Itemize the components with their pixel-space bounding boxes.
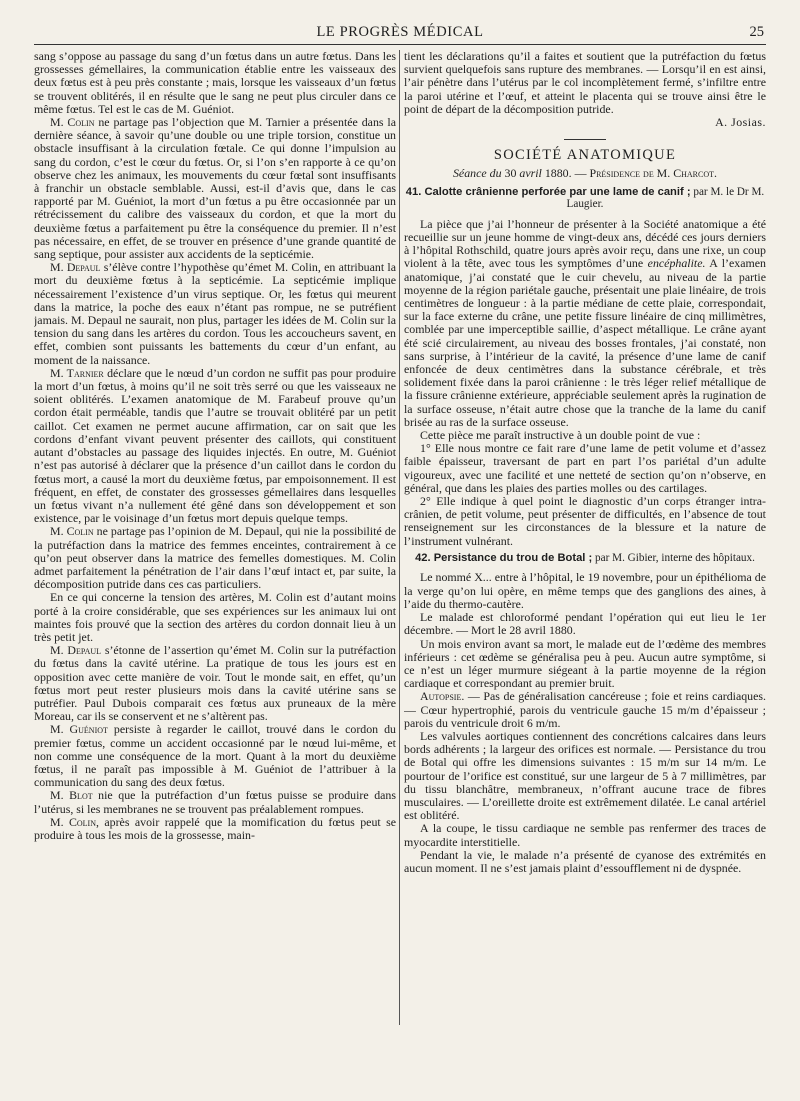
article-title-text: 41. Calotte crânienne perforée par une lame de canif ;: [405, 185, 691, 198]
paragraph: [34, 367, 396, 525]
paragraph: [34, 525, 396, 591]
speaker-name: M. Depaul: [50, 260, 101, 275]
autopsy-label: Autopsie.: [420, 689, 465, 704]
article-title-42: [404, 552, 766, 565]
section-separator: [564, 139, 606, 140]
right-column: [404, 50, 766, 1090]
journal-title: LE PROGRÈS MÉDICAL: [316, 24, 484, 40]
seance-label: Séance du: [452, 166, 502, 181]
speaker-name: M. Tarnier: [50, 365, 104, 380]
paragraph-text: — Pas de généralisation cancéreuse ; foie et reins cardiaques. — Cœur hypertrophié, parois du ventricule gauche 15 m/m d’épaisseur ; parois du ventricule droit 6 m/m.: [404, 689, 766, 730]
speaker-name: M. Colin: [50, 115, 95, 130]
seance-month: avril: [519, 166, 542, 181]
paragraph-text: après avoir rappelé que la momification du fœtus peut se produire à tous les mois de la grossesse, main-: [34, 814, 396, 842]
running-header: [34, 22, 766, 45]
paragraph: Le nommé X... entre à l’hôpital, le 19 novembre, pour un épithélioma de la verge qu’on lui opère, en même temps que des ganglions des aines, à l’aide du thermo-cautère.: [404, 570, 766, 611]
paragraph: 1° Elle nous montre ce fait rare d’une lame de petit volume et d’assez faible épaisseur, traversant de part en part l’os pariétal d’un adulte vigoureux, avec une facilité et une netteté de section qu’on n’observe, en général, que dans les plaies des parties molles ou des cartilages.: [404, 441, 766, 495]
speaker-name: M. Blot: [50, 788, 93, 803]
speaker-name: M. Colin: [50, 524, 94, 539]
paragraph: Un mois environ avant sa mort, le malade eut de l’œdème des membres inférieurs : cet œdème se généralisa peu à peu. Aucun autre symptôme, si ce n’est un léger murmure siégeant à la partie moyenne de la région cardiaque et correspondant au premier bruit.: [404, 636, 766, 691]
column-divider: [399, 50, 400, 1025]
paragraph-text: ne partage pas l’objection que M. Tarnier a présentée dans la dernière séance, à savoir qu’une double ou une triple torsion, constitue un obstacle insuffisant à la circulation fœtale. Ce qui donne l’impulsion au sang du cordon, c’est le cœur du fœtus. Or, si l’on s’en rapporte à ce qu’on observe chez les animaux, les mouvements du cœur fœtal sont insuffisants à franchir un obstacle semblable. Aussi, est-il d’avis que, dans le cas rapporté par M. Guéniot, la mort d’un fœtus a pu être occasionnée par un rétrécissement du calibre des vaisseaux du cordon, et que la mort du deuxième fœtus a parfaitement pu être la conséquence du premier. Il n’est pas nécessaire, en effet, de se trouver en présence d’une grande quantité de sang septique, pour assister aux accidents de la septicémie.: [34, 115, 396, 262]
emphasis: encéphalite.: [647, 256, 706, 271]
paragraph: Les valvules aortiques contiennent des concrétions calcaires dans leurs bords adhérents ; la largeur des orifices est normale. — Persistance du trou de Botal qui offre les dimensions suivantes : 15 m/m sur 14 m/m. Le pourtour de l’orifice est constitué, sur une largeur de 5 à 7 millimètres, par du tissu blanchâtre, membraneux, n’offrant aucune trace de fibres musculaires. — L’oreillette droite est extrêmement dilatée. Le canal artériel est oblitéré.: [404, 728, 766, 823]
article-author: par M. le Dr M. Laugier.: [566, 185, 765, 211]
author-signature: A. Josias.: [715, 115, 766, 130]
paragraph: [34, 644, 396, 723]
speaker-name: M. Depaul: [50, 643, 102, 658]
paragraph: sang s’oppose au passage du sang d’un fœtus dans un autre fœtus. Dans les grossesses gémellaires, la communication établie entre les vaisseaux des deux fœtus est à peu près constante ; mais, lorsque les vaisseaux d’un fœtus se trouvent oblitérés, il en résulte que le sang ne peut plus circuler dans ce même fœtus. Tel est le cas de M. Guéniot.: [34, 50, 396, 116]
paragraph: En ce qui concerne la tension des artères, M. Colin est d’autant moins porté à la croire considérable, que ses expériences sur les animaux lui ont maintes fois prouvé que la section des artères du cordon donnait lieu à un très petit jet.: [34, 590, 396, 644]
section-title: SOCIÉTÉ ANATOMIQUE: [493, 147, 677, 164]
paragraph: A la coupe, le tissu cardiaque ne semble pas renfermer des traces de myocardite interstitielle.: [404, 821, 766, 849]
paragraph: Cette pièce me paraît instructive à un double point de vue :: [420, 428, 701, 443]
article-title-41: [404, 186, 766, 211]
paragraph: [34, 261, 396, 367]
seance-line: [404, 167, 766, 180]
paragraph: [34, 789, 396, 815]
paragraph-text: A l’examen anatomique, j’ai constaté que le cuir chevelu, au niveau de la partie moyenne de la région pariétale gauche, présentait une plaie linéaire, de trois centimètres de longueur : à la partie médiane de cette plaie, correspondait, sur la face externe du crâne, une petite fissure linéaire de cinq millimètres, comblée par une imperceptible saillie, d’aspect métallique. Le crâne ayant été scié circulairement, au niveau des bosses frontales, j’ai constaté, non sans surprise, à l’intérieur de la cavité, la présence d’une lame de canif enfoncée de deux centimètres dans la substance cérébrale, et très solidement fixée dans la paroi crânienne : le très léger relief métallique de la fissure crânienne extérieure, appréciable seulement après la rugination de la surface osseuse, n’était autre chose que la tranche de la lame du canif brisée au ras de la surface osseuse.: [404, 256, 766, 429]
paragraph-text: persiste à regarder le caillot, trouvé dans le cordon du premier fœtus, comme un accident occasionné par le nœud lui-même, et non comme une conséquence de la mort. Quant à la mort du deuxième fœtus, il ne paraît pas impossible à M. Guéniot de l’attribuer à la communication du sang des deux fœtus.: [34, 722, 396, 790]
paragraph: tient les déclarations qu’il a faites et soutient que la putréfaction du fœtus survient quelquefois sans rupture des membranes. — Lorsqu’il en est ainsi, l’air pénètre dans l’utérus par le col incomplètement fermé, s’infiltre entre la paroi utérine et l’œuf, et atteint le placenta qui se trouve ainsi être le point de départ de la décomposition putride.: [404, 50, 766, 116]
paragraph-text: s’élève contre l’hypothèse qu’émet M. Colin, en attribuant la mort du deuxième fœtus à la septicémie. La septicémie implique nécessairement l’existence d’un virus septique. Or, les fœtus qui meurent dans la matrice, la poche des eaux n’étant pas rompue, ne se putréfient jamais. M. Depaul ne saurait, non plus, partager les idées de M. Colin sur la tension du sang dans les artères du cordon. Tous les accoucheurs savent, en effet, combien sont puissants les battements du cœur d’un enfant, au moment de la naissance.: [34, 260, 396, 367]
paragraph-text: ne partage pas l’opinion de M. Depaul, qui nie la possibilité de la putréfaction dans la matrice des femmes enceintes, contrairement à ce qu’on peut observer dans la matrice des femelles domestiques. M. Colin admet parfaitement la pénétration de l’air dans l’œuf intact et, par suite, la décomposition putride dans ces cas particuliers.: [34, 524, 396, 592]
seance-year: 1880.: [544, 166, 572, 181]
speaker-name: M. Colin,: [50, 814, 99, 829]
paragraph: 2° Elle indique à quel point le diagnostic d’un corps étranger intra-crânien, de petit volume, peut présenter de difficultés, en l’absence de tout renseignement sur les circonstances de la blessure et la nature de l’instrument vulnérant.: [404, 494, 766, 548]
article-title-text: 42. Persistance du trou de Botal ;: [415, 551, 593, 564]
paragraph-text: nie que la putréfaction d’un fœtus puisse se produire dans l’utérus, si les membranes ne se trouvent pas préalablement rompues.: [34, 788, 396, 816]
seance-day: 30: [504, 166, 517, 181]
paragraph: [404, 690, 766, 730]
paragraph: [34, 116, 396, 261]
paragraph: Pendant la vie, le malade n’a présenté de cyanose des extrémités en aucun moment. Il ne s’est jamais plaint d’essoufflement ni de dyspnée.: [404, 847, 766, 875]
article-author: par M. Gibier, interne des hôpitaux.: [592, 551, 755, 564]
paragraph-text: s’étonne de l’assertion qu’émet M. Colin sur la putréfaction du fœtus dans la cavité utérine. La pratique de tous les jours est en opposition avec cette manière de voir. Tout le monde sait, en effet, qu’un fœtus mort peut rester plusieurs mois dans la cavité utérine sans se putréfier. Paul Dubois comparait ces fœtus aux pruneaux de la mère Moreau, car ils se conservent et ne s’altèrent pas.: [34, 643, 396, 724]
paragraph-text: La pièce que j’ai l’honneur de présenter à la Société anatomique a été recueillie sur un jeune homme de vingt-deux ans, décédé ces jours derniers à l’hôpital Rothschild, quatre jours après avoir reçu, dans une rixe, un coup violent à la tête, avec tous les symptômes d’une: [404, 216, 766, 271]
paragraph: [34, 816, 396, 842]
paragraph: [404, 218, 766, 429]
left-column: [34, 50, 396, 1090]
seance-presidence: — Présidence de M. Charcot.: [574, 166, 717, 181]
speaker-name: M. Guéniot: [50, 722, 108, 737]
page-number: 25: [749, 24, 764, 40]
paragraph-text: déclare que le nœud d’un cordon ne suffit pas pour produire la mort d’un fœtus, à moins qu’il ne soit très serré ou que les vaisseaux ne soient oblitérés. L’examen anatomique de M. Farabeuf prouve qu’un cordon était perméable, tandis que l’autre se trouvait oblitéré par un petit caillot. Cet examen ne permet aucune affirmation, car on sait que les cordons d’enfant vivant peuvent présenter des caillots, qui constituent autant d’obstacles au passage des liquides injectés. En outre, M. Guéniot n’est pas autorisé à déclarer que la présence d’un caillot dans le cordon du fœtus mort, a causé la mort du deuxième fœtus, par empoisonnement. Il est fréquent, en effet, de constater des grossesses gémellaires dans lesquelles un fœtus vivant n’a nullement été gêné dans son développement et son existence, par le voisinage d’un fœtus mort depuis quelque temps.: [34, 365, 396, 526]
paragraph: Le malade est chloroformé pendant l’opération qui eut lieu le 1er décembre. — Mort le 28 avril 1880.: [404, 610, 766, 638]
paragraph: [34, 723, 396, 789]
